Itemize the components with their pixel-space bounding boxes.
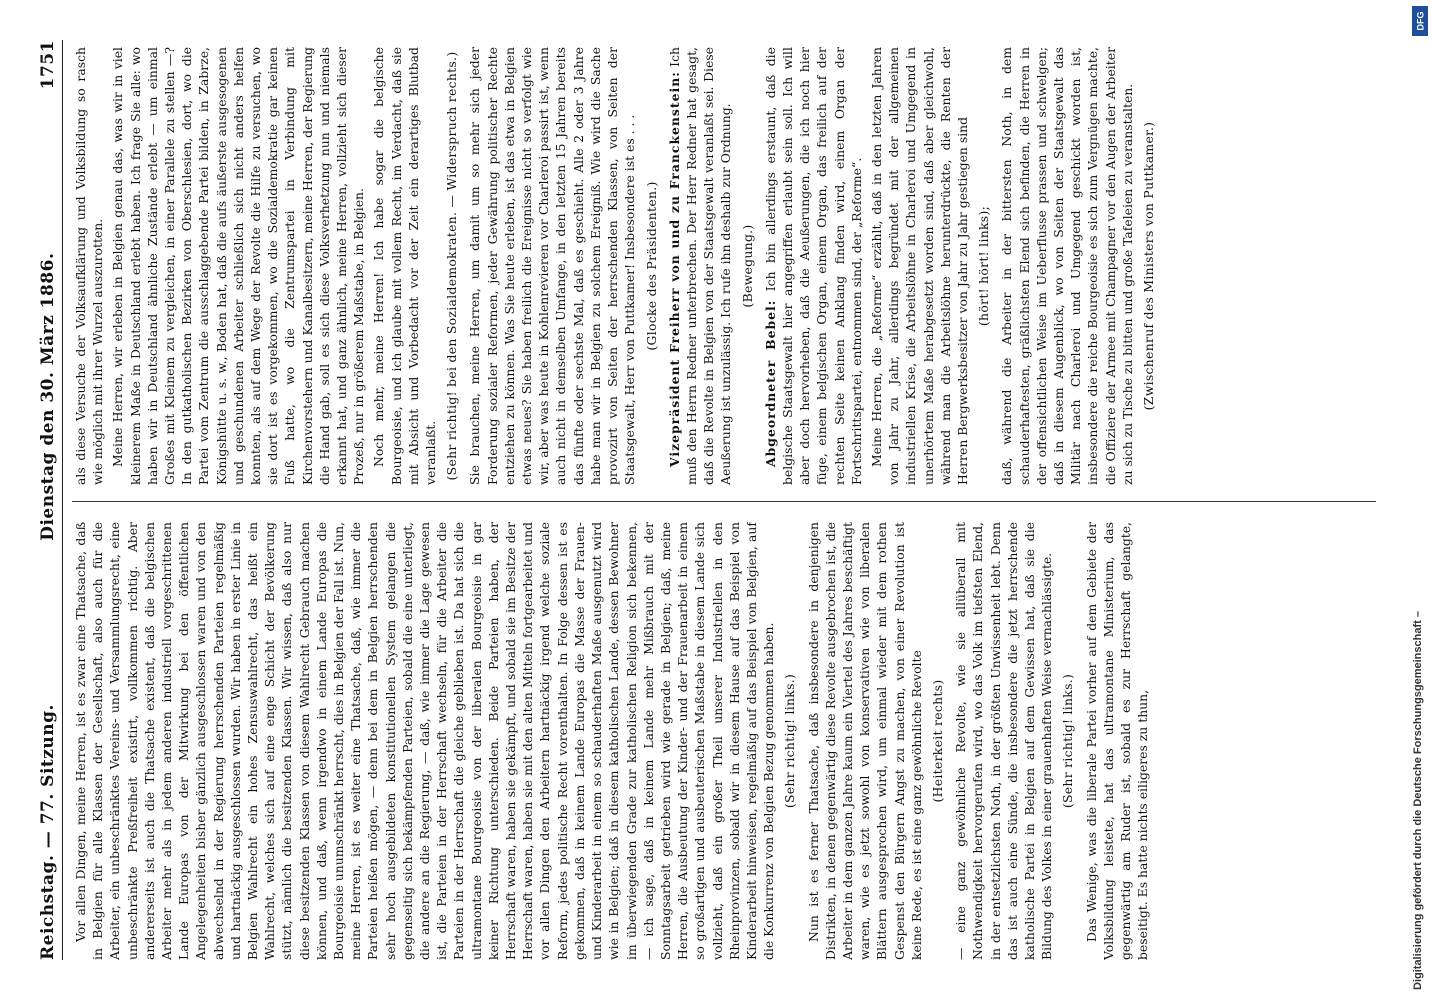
interjection: (Sehr richtig! bei den Sozialdemokraten. — Widerspruch rechts.) bbox=[444, 51, 460, 481]
digitization-notice bbox=[1408, 0, 1428, 1000]
digitization-notice-text: Digitalisierung gefördert durch die Deutsche Forschungsgemeinschaft – bbox=[1412, 611, 1424, 990]
speaker-label: Abgeordneter Bebel: bbox=[762, 299, 778, 467]
paragraph: daß, während die Arbeiter in der bittersten Noth, in dem schauderhaftesten, gräßlichsten Elend sich befinden, die Herren in der offensichtlichen Weise im Ueberflusse prassen und schwelgen; daß in diesem Augenblick, wo von Seiten der Staatsgewalt das Militär nach Charleroi und Umgegend geschickt worden ist, insbesondere die reiche Bourgeoisie es sich zum Vergnügen machte, die Offiziere der Armee mit Champagner vor den Augen der Arbeiter zu sich zu Tische zu bitten und große Tafeleien zu veranstalten. bbox=[999, 47, 1135, 485]
bebel-remark bbox=[762, 47, 865, 485]
paragraph: — eine ganz gewöhnliche Revolte, wie sie allüberall mit Nothwendigkeit hervorgerufen wird, wo das Volk im tiefsten Elend, in der entsetzlichsten Noth, in der größten Unwissenheit lebt. Denn das ist auch eine Sünde, die insbesondere die jetzt herrschende katholische Partei in Belgien auf dem Gewissen hat, daß sie die Bildung des Volkes in einer grauenhaften Weise vernachlässigte. bbox=[953, 522, 1055, 960]
speaker-label: Vizepräsident Freiherr von und zu Franckenstein: bbox=[666, 71, 682, 467]
interjection: (hört! hört! links); bbox=[976, 205, 992, 327]
column-divider bbox=[72, 501, 1376, 502]
dfg-logo-text: DFG bbox=[1415, 11, 1425, 31]
paragraph: Meine Herren, die „Reforme“ erzählt, daß in den letzten Jahren von Jahr zu Jahr, allerdings begründet mit der allgemeinen industriellen Krise, die Arbeitslöhne in Charleroi und Umgegend in unerhörtem Maße herabgesetzt worden sind, daß aber gleichwohl, während man die Arbeitslöhne herunterdrückte, die Renten der Herren Bergwerksbesitzer von Jahr zu Jahr gestiegen sind bbox=[868, 47, 970, 485]
paragraph: Das Wenige, was die liberale Partei vorher auf dem Gebiete der Volksbildung leistete, hat das ultramontane Ministerium, das gegenwärtig am Ruder ist, sobald es zur Herrschaft gelangte, beseitigt. Es hatte nichts eiligeres zu thun, bbox=[1083, 522, 1151, 960]
interjection: (Zwischenruf des Ministers von Puttkamer.) bbox=[1140, 121, 1156, 411]
interjection: (Glocke des Präsidenten.) bbox=[643, 181, 659, 351]
interjection: (Bewegung.) bbox=[739, 224, 755, 308]
page-number: 1751 bbox=[38, 40, 58, 90]
dfg-logo bbox=[1412, 6, 1428, 36]
right-column bbox=[72, 47, 1380, 485]
speech-text: Ich muß den Herrn Redner unterbrechen. Der Herr Redner hat gesagt, daß die Revolte in Belgien von der Staatsgewalt veranlaßt sei. Diese Aeußerung ist unzulässig. Ich rufe ihn deshalb zur Ordnung. bbox=[666, 47, 734, 485]
left-column bbox=[72, 522, 1380, 960]
paragraph: Sie brauchen, meine Herren, um damit um so mehr sich jeder Forderung sozialer Reformen, jeder Gewährung politischer Rechte entziehen zu können. Was Sie heute erleben, ist das etwa in Belgien etwas neues? Sie haben freilich die Ereignisse nicht so verfolgt wie wir, aber was heute in Kohlenrevieren vor Charleroi passirt ist, wenn auch nicht in demselben Umfange, in den letzten 15 Jahren bereits das fünfte oder sechste Mal, daß es geschieht. Alle 2 oder 3 Jahre habe man wir in Belgien zu solchem Ereigniß. Wie wird die Sache provozirt von Seiten der herrschenden Klassen, von Seiten der Staatsgewalt, Herr von Puttkamer! Insbesondere ist es . . . bbox=[467, 47, 638, 485]
paragraph: Meine Herren, wir erleben in Belgien genau das, was wir in viel kleinerem Maße in Deutschland erlebt haben. Ich frage Sie alle: wo haben wir in Deutschland ähnliche Zustände erlebt — um einmal Großes mit Kleinem zu vergleichen, in einer Parallele zu stellen —? In den gutkatholischen Bezirken von Oberschlesien, dort, wo die Partei vom Zentrum die ausschlaggebende Partei bilden, in Zabrze, Königshütte u. s. w., Boden hat, daß die aufs äußerste ausgesogenen und geschundenen Arbeiter schließlich sich nicht anders helfen konnten, als auf dem Wege der Revolte die Hilfe zu versuchen, wo sie dort ist es vorgekommen, wo die Sozialdemokratie gar keinen Fuß hatte, wo die Zentrumspartei in Verbindung mit Kirchenvorstehern und Kanalbesitzern, meine Herren, der Regierung die Hand gab, soll es sich diese Volksverhetzung nun und niemals erkannt hat, und ganz ähnlich, meine Herren, vollzieht sich dieser Prozeß, nur in größerem Maßstabe, in Belgien. bbox=[110, 47, 367, 485]
paragraph: Vor allen Dingen, meine Herren, ist es zwar eine Thatsache, daß in Belgien für alle Klassen der Gesellschaft, also auch für die Arbeiter, ein unbeschränktes Vereins- und Versammlungsrecht, eine unbeschränkte Preßfreiheit existirt, vollkommen richtig. Aber andererseits ist auch die Thatsache existent, daß die belgischen Arbeiter mehr als in jedem anderen industriell vorgeschrittenen Lande Europas von der Mitwirkung bei den öffentlichen Angelegenheiten bisher gänzlich ausgeschlossen waren und von den abwechselnd in der Regierung herrschenden Parteien regelmäßig und hartnäckig ausgeschlossen wurden. Wir haben in erster Linie in Belgien Wahlrecht ein hohes Zensuswahlrecht, das heißt ein Wahlrecht, welches sich auf eine enge Schicht der Bevölkerung stützt, nämlich die besitzenden Klassen. Wir wissen, daß also nur diese besitzenden Klassen von diesem Wahlrecht Gebrauch machen können, und daß, wenn irgendwo in einem Lande Europas die Bourgeoisie unumschränkt herrscht, dies in Belgien der Fall ist. Nun, meine Herren, ist es weiter eine Thatsache, daß, wie immer die Parteien heißen mögen, — denn bei dem in Belgien herrschenden sehr hoch ausgebildeten konstitutionellen System gelangen die gegenseitig sich bekämpfenden Parteien, sobald die eine unterliegt, die andere an die Regierung, — daß, wie immer die Lage gewesen ist, die Parteien in der Herrschaft wechseln, für die Arbeiter die Parteien in der Herrschaft die gleiche geblieben ist. Da hat sich die ultramontane Bourgeoisie von der liberalen Bourgeoisie in gar keiner Richtung unterschieden. Beide Parteien haben, der Herrschaft waren, haben sie gekämpft, und sobald sie im Besitze der Herrschaft waren, haben sie mit den alten Mitteln fortgearbeitet und vor allen Dingen den Arbeitern hartnäckig irgend welche soziale Reform, jedes politische Recht vorenthalten. In Folge dessen ist es gekommen, daß in keinem Lande Europas die Masse der Frauen- und Kinderarbeit in einem so schauderhaften Maße ausgenutzt wird wie in Belgien; daß in diesem katholischen Lande, dessen Bewohner im überwiegenden Grade zur katholischen Religion sich bekennen, — ich sage, daß in keinem Lande mehr Mißbrauch mit der Sonntagsarbeit getrieben wird wie gerade in Belgien; daß, meine Herren, die Ausbeutung der Kinder- und der Frauenarbeit in einem so großartigen und ausbeuterischen Maßstabe in diesem Lande sich vollzieht, daß ein großer Theil unserer Industriellen in den Rheinprovinzen, sobald wir in diesem Hause auf das Beispiel von Kinderarbeit hinweisen, regelmäßig auf das Beispiel von Belgien, auf die Konkurrenz von Belgien Bezug genommen haben. bbox=[73, 522, 777, 960]
paragraph: als diese Versuche der Volksaufklärung und Volksbildung so rasch wie möglich mit ihrer Wurzel auszurotten. bbox=[73, 47, 106, 485]
interjection: (Sehr richtig! links.) bbox=[782, 673, 798, 809]
speech-text: Ich bin allerdings erstaunt, daß die belgische Staatsgewalt hier angegriffen erlaubt sein soll. Ich will aber doch hervorheben, daß die Aeußerungen, die ich noch hier füge, einem belgischen Organ, einem Organ, das freilich auf der rechten Seite keinen Anklang finden wird, einem Organ der Fortschrittspartei, entnommen sind, der „Reforme“. bbox=[762, 47, 864, 485]
president-remark bbox=[666, 47, 735, 485]
header-left: Reichstag. — 77. Sitzung. bbox=[38, 704, 58, 960]
page-header bbox=[20, 40, 63, 960]
header-date: Dienstag den 30. März 1886. bbox=[38, 252, 58, 541]
interjection: (Heiterkeit rechts) bbox=[929, 679, 945, 803]
interjection: (Sehr richtig! links.) bbox=[1060, 673, 1076, 809]
paragraph: Noch mehr, meine Herren! Ich habe sogar die belgische Bourgeoisie, und ich glaube mit vollem Recht, im Verdacht, daß sie mit Absicht und Vorbedacht vor der Zeit ein derartiges Blutbad veranlaßt. bbox=[371, 47, 439, 485]
paragraph: Nun ist es ferner Thatsache, daß insbesondere in denjenigen Distrikten, in denen gegenwärtig diese Revolte ausgebrochen ist, die Arbeiter in dem ganzen Jahre kaum ein Viertel des Jahres beschäftigt waren, wie es jetzt sowohl von konservativen wie von liberalen Blättern ausgesprochen wird, um einmal wieder mit dem rothen Gespenst den Bürgern Angst zu machen, von einer Revolution ist keine Rede, es ist eine ganz gewöhnliche Revolte bbox=[805, 522, 924, 960]
